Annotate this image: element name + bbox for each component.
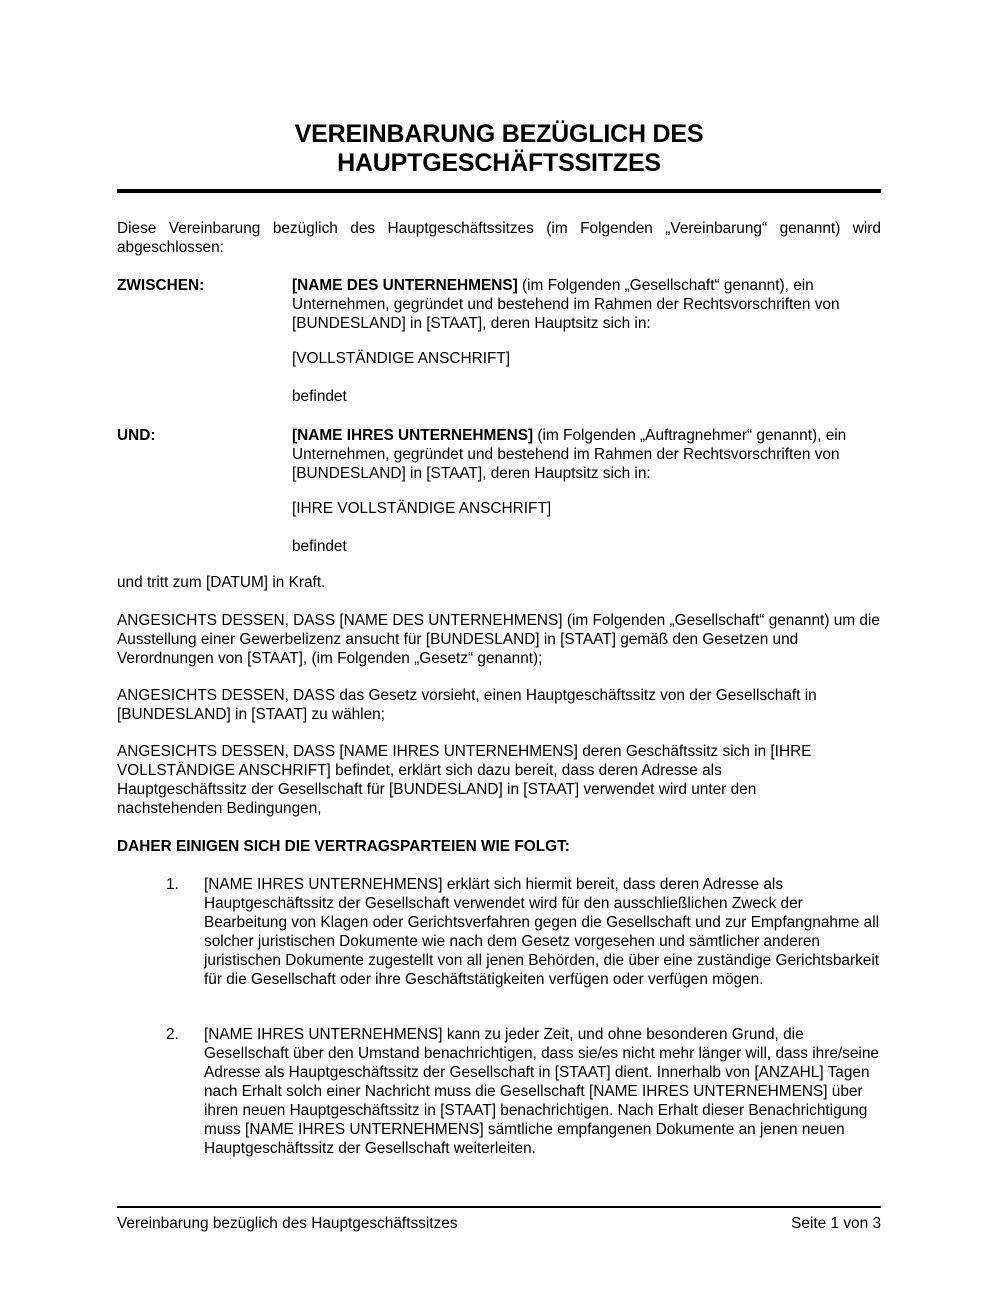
footer-divider xyxy=(117,1206,881,1208)
document-title xyxy=(117,120,881,178)
title-divider xyxy=(117,189,881,193)
party2-text: (im Folgenden „Auftragnehmer“ genannt), ein Unternehmen, gegründet und bestehend im Rahmen der Rechtsvorschriften von [BUNDESLAND] in [STAAT], deren Hauptsitz sich in: xyxy=(292,427,847,482)
effective-date-paragraph: und tritt zum [DATUM] in Kraft. xyxy=(117,574,326,591)
party2-description xyxy=(292,426,881,483)
party1-text: (im Folgenden „Gesellschaft“ genannt), ein Unternehmen, gegründet und bestehend im Rahmen der Rechtsvorschriften von [BUNDESLAND] in [STAAT], deren Hauptsitz sich in: xyxy=(292,277,840,332)
party2-name: [NAME IHRES UNTERNEHMENS] xyxy=(292,427,534,444)
whereas-paragraph-1: ANGESICHTS DESSEN, DASS [NAME DES UNTERNEHMENS] (im Folgenden „Gesellschaft“ genannt) um die Ausstellung einer Gewerbelizenz ansucht für [BUNDESLAND] in [STAAT] gemäß den Gesetzen und Verordnungen von [STAAT], (im Folgenden „Gesetz“ genannt); xyxy=(117,612,880,667)
party1-description xyxy=(292,276,881,333)
party1-located: befindet xyxy=(292,388,347,405)
clause-2-number: 2. xyxy=(166,1026,179,1043)
clause-1-number: 1. xyxy=(166,876,179,893)
party1-name: [NAME DES UNTERNEHMENS] xyxy=(292,277,518,294)
footer-title: Vereinbarung bezüglich des Hauptgeschäftssitzes xyxy=(117,1215,458,1232)
agreement-heading: DAHER EINIGEN SICH DIE VERTRAGSPARTEIEN WIE FOLGT: xyxy=(117,838,570,855)
party1-address: [VOLLSTÄNDIGE ANSCHRIFT] xyxy=(292,350,511,367)
party2-located: befindet xyxy=(292,538,347,555)
party2-address: [IHRE VOLLSTÄNDIGE ANSCHRIFT] xyxy=(292,500,552,517)
whereas-paragraph-3: ANGESICHTS DESSEN, DASS [NAME IHRES UNTERNEHMENS] deren Geschäftssitz sich in [IHRE VOLLSTÄNDIGE ANSCHRIFT] befindet, erklärt sich dazu bereit, dass deren Adresse als Hauptgeschäftssitz der Gesellschaft für [BUNDESLAND] in [STAAT] verwendet wird unter den nachstehenden Bedingungen, xyxy=(117,743,812,817)
intro-paragraph: Diese Vereinbarung bezüglich des Hauptgeschäftssitzes (im Folgenden „Vereinbarung“ genannt) wird abgeschlossen: xyxy=(117,220,881,256)
page-number: Seite 1 von 3 xyxy=(791,1215,881,1232)
clause-2-text: [NAME IHRES UNTERNEHMENS] kann zu jeder Zeit, und ohne besonderen Grund, die Gesellschaft über den Umstand benachrichtigen, dass sie/es nicht mehr länger will, dass ihre/seine Adresse als Hauptgeschäftssitz der Gesellschaft in [STAAT] dient. Innerhalb von [ANZAHL] Tagen nach Erhalt solch einer Nachricht muss die Gesellschaft [NAME IHRES UNTERNEHMENS] über ihren neuen Hauptgeschäftssitz in [STAAT] benachrichtigen. Nach Erhalt dieser Benachrichtigung muss [NAME IHRES UNTERNEHMENS] sämtliche empfangenen Dokumente an jenen neuen Hauptgeschäftssitz der Gesellschaft weiterleiten. xyxy=(204,1026,879,1157)
party2-label: UND: xyxy=(117,427,156,444)
clause-1-text: [NAME IHRES UNTERNEHMENS] erklärt sich hiermit bereit, dass deren Adresse als Hauptgeschäftssitz der Gesellschaft verwendet wird für den ausschließlichen Zweck der Bearbeitung von Klagen oder Gerichtsverfahren gegen die Gesellschaft und zur Empfangnahme all solcher juristischen Dokumente wie nach dem Gesetz vorgesehen und sämtlicher anderen juristischen Dokumente zugestellt von all jenen Behörden, die über eine zuständige Gerichtsbarkeit für die Gesellschaft oder ihre Geschäftstätigkeiten verfügen oder verfügen mögen. xyxy=(204,876,880,988)
whereas-paragraph-2: ANGESICHTS DESSEN, DASS das Gesetz vorsieht, einen Hauptgeschäftssitz von der Gesellschaft in [BUNDESLAND] in [STAAT] zu wählen; xyxy=(117,687,817,723)
title-line-1: VEREINBARUNG BEZÜGLICH DES xyxy=(294,120,704,148)
title-line-2: HAUPTGESCHÄFTSSITZES xyxy=(337,149,661,177)
party1-label: ZWISCHEN: xyxy=(117,277,205,294)
